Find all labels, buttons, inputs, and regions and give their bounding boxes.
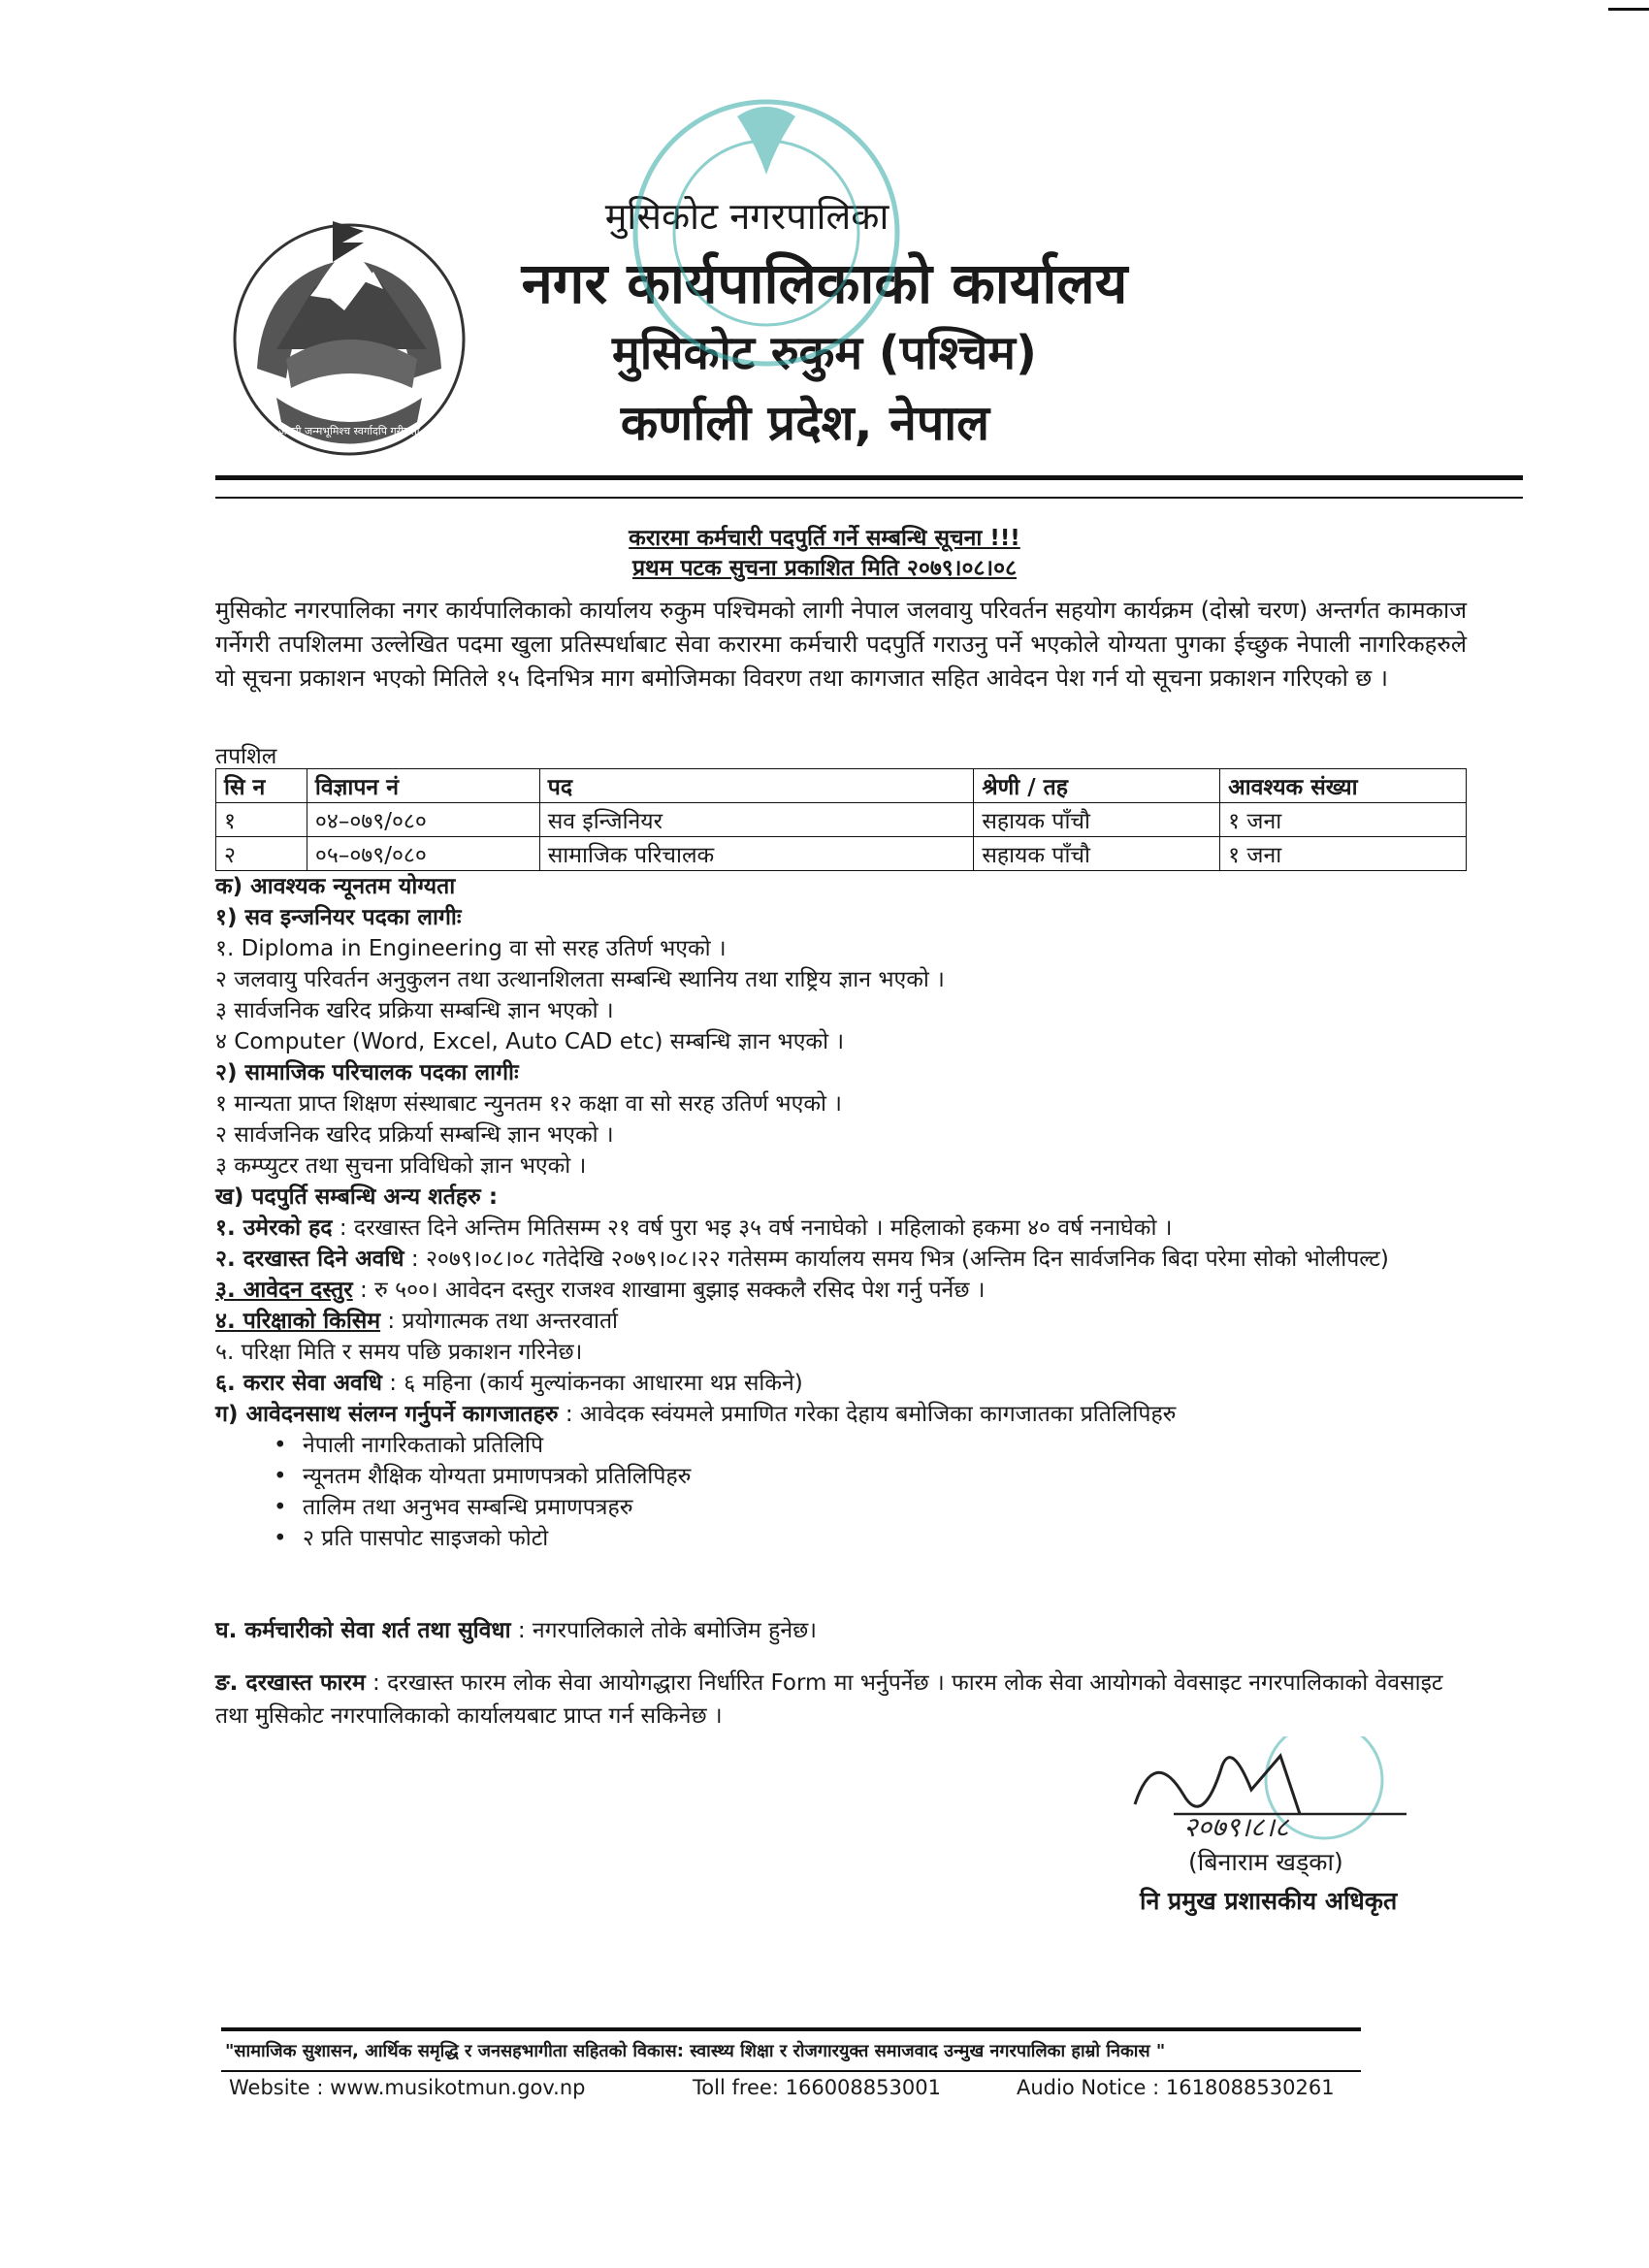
table-row (216, 837, 1467, 871)
signature (1116, 1736, 1426, 1843)
list-item: • न्यूनतम शैक्षिक योग्यता प्रमाणपत्रको प्रतिलिपिहरु (215, 1461, 1476, 1492)
application-form (215, 1667, 1467, 1733)
condition-period (215, 1244, 1467, 1275)
service-label: घ. कर्मचारीको सेवा शर्त तथा सुविधा (215, 1618, 511, 1643)
col-required-count: आवश्यक संख्या (1220, 769, 1467, 803)
corner-mark (1608, 8, 1649, 11)
municipality-name: मुसिकोट नगरपालिका (604, 195, 889, 238)
footer-audio-notice: Audio Notice : 1618088530261 (1017, 2076, 1335, 2099)
condition-label: ३. आवेदन दस्तुर (215, 1278, 353, 1303)
cell-ad-number: ०४–०७९/०८० (307, 803, 539, 837)
signatory-name: (बिनाराम खड्का) (1188, 1848, 1343, 1876)
engineer-item: ४ Computer (Word, Excel, Auto CAD etc) सम्बन्धि ज्ञान भएको । (215, 1029, 845, 1054)
list-item: • तालिम तथा अनुभव सम्बन्धि प्रमाणपत्रहरु (215, 1492, 1476, 1523)
bullet-icon: • (274, 1495, 287, 1520)
col-level: श्रेणी / तह (974, 769, 1220, 803)
cell-post: सामाजिक परिचालक (539, 837, 974, 871)
condition-label: ६. करार सेवा अवधि (215, 1371, 382, 1396)
svg-text:जननी जन्मभूमिश्च स्वर्गादपि गर: जननी जन्मभूमिश्च स्वर्गादपि गरीयसी (278, 425, 420, 437)
documents-text: : आवेदक स्वंयमले प्रमाणित गरेका देहाय बमोजिका कागजातका प्रतिलिपिहरु (565, 1402, 1177, 1427)
cell-level: सहायक पाँचौ (974, 803, 1220, 837)
cell-level: सहायक पाँचौ (974, 837, 1220, 871)
cell-ad-number: ०५–०७९/०८० (307, 837, 539, 871)
nepal-emblem (218, 204, 480, 466)
cell-serial: १ (216, 803, 307, 837)
documents-list (215, 1430, 1476, 1554)
notice-title: करारमा कर्मचारी पदपुर्ति गर्ने सम्बन्धि सूचना !!! (629, 526, 1020, 551)
footer-tollfree: Toll free: 166008853001 (693, 2076, 941, 2099)
condition-text: : दरखास्त दिने अन्तिम मितिसम्म २१ वर्ष पुरा भइ ३५ वर्ष ननाघेको । महिलाको हकमा ४० वर्ष ननाघेको । (339, 1215, 1173, 1241)
office-stamp (621, 87, 912, 378)
table-row (216, 803, 1467, 837)
col-serial: सि न (216, 769, 307, 803)
intro-paragraph: मुसिकोट नगरपालिका नगर कार्यपालिकाको कार्यालय रुकुम पश्चिमको लागी नेपाल जलवायु परिवर्तन सहयोग कार्यक्रम (दोस्रो चरण) अन्तर्गत कामकाज गर्नेगरी तपशिलमा उल्लेखित पदमा खुला प्रतिस्पर्धाबाट सेवा करारमा कर्मचारी पदपुर्ति गराउनु पर्ने भएकोले योग्यता पुगका ईच्छुक नेपाली नागरिकहरुले यो सूचना प्रकाशन भएको मितिले १५ दिनभित्र माग बमोजिमका विवरण तथा कागजात सहित आवेदन पेश गर्न यो सूचना प्रकाशन गरिएको छ । (215, 597, 1467, 692)
mobilizer-item: २ सार्वजनिक खरिद प्रक्रिर्या सम्बन्धि ज्ञान भएको । (215, 1122, 614, 1148)
mobilizer-item: ३ कम्प्युटर तथा सुचना प्रविधिको ज्ञान भएको । (215, 1153, 587, 1179)
engineer-item: ३ सार्वजनिक खरिद प्रक्रिया सम्बन्धि ज्ञान भएको । (215, 998, 614, 1023)
condition-fee (215, 1275, 1476, 1306)
condition-label: ४. परिक्षाको किसिम (215, 1309, 381, 1334)
col-post: पद (539, 769, 974, 803)
cell-post: सव इन्जिनियर (539, 803, 974, 837)
office-name: नगर कार्यपालिकाको कार्यालय (521, 250, 1128, 316)
footer-rule (221, 2027, 1361, 2031)
cell-serial: २ (216, 837, 307, 871)
condition-exam-type (215, 1306, 1476, 1337)
bullet-icon: • (274, 1526, 287, 1551)
service-terms (215, 1615, 1476, 1646)
form-label: ङ. दरखास्त फारम (215, 1670, 366, 1696)
notice-subtitle: प्रथम पटक सुचना प्रकाशित मिति २०७९।०८।०८ (631, 556, 1018, 581)
footer-rule-thin (221, 2070, 1361, 2072)
bullet-icon: • (274, 1464, 287, 1489)
condition-label: २. दरखास्त दिने अवधि (215, 1247, 404, 1272)
form-text: : दरखास्त फारम लोक सेवा आयोगद्धारा निर्धारित Form मा भर्नुपर्नेछ । फारम लोक सेवा आयोगको वेवसाइट नगरपालिकाको वेवसाइट तथा मुसिकोट नगरपालिकाको कार्यालयबाट प्राप्त गर्न सकिनेछ । (215, 1670, 1443, 1729)
condition-age (215, 1213, 1476, 1244)
header-rule (215, 475, 1523, 480)
conditions-heading: ख) पदपुर्ति सम्बन्धि अन्य शर्तहरु : (215, 1184, 499, 1210)
province-country: कर्णाली प्रदेश, नेपाल (620, 395, 990, 451)
list-item: • २ प्रति पासपोट साइजको फोटो (215, 1523, 1476, 1554)
header-rule-thin (215, 497, 1523, 499)
condition-text: : ६ महिना (कार्य मुल्यांकनका आधारमा थप्न सकिने) (389, 1371, 803, 1396)
cell-count: १ जना (1220, 837, 1467, 871)
qualifications-section (215, 871, 1476, 1554)
cell-count: १ जना (1220, 803, 1467, 837)
office-location: मुसिकोट रुकुम (पश्चिम) (612, 326, 1037, 380)
list-item: • नेपाली नागरिकताको प्रतिलिपि (215, 1430, 1476, 1461)
mobilizer-heading: २) सामाजिक परिचालक पदका लागीः (215, 1060, 519, 1085)
condition-label: १. उमेरको हद (215, 1215, 333, 1241)
qualifications-heading: क) आवश्यक न्यूनतम योग्यता (215, 874, 456, 899)
condition-text: : २०७९।०८।०८ गतेदेखि २०७९।०८।२२ गतेसम्म कार्यालय समय भित्र (अन्तिम दिन सार्वजनिक बिदा परेमा सोको भोलीपल्ट) (410, 1247, 1389, 1272)
positions-table (215, 768, 1467, 871)
condition-text: : प्रयोगात्मक तथा अन्तरवार्ता (387, 1309, 619, 1334)
engineer-item: १. Diploma in Engineering वा सो सरह उतिर्ण भएको । (215, 936, 727, 961)
condition-exam-date: ५. परिक्षा मिति र समय पछि प्रकाशन गरिनेछ। (215, 1340, 583, 1365)
engineer-item: २ जलवायु परिवर्तन अनुकुलन तथा उत्थानशिलता सम्बन्धि स्थानिय तथा राष्ट्रिय ज्ञान भएको । (215, 967, 945, 992)
mobilizer-item: १ मान्यता प्राप्त शिक्षण संस्थाबाट न्युनतम १२ कक्षा वा सो सरह उतिर्ण भएको । (215, 1091, 842, 1117)
documents-label: ग) आवेदनसाथ संलग्न गर्नुपर्ने कागजातहरु (215, 1402, 559, 1427)
condition-text: : रु ५००। आवेदन दस्तुर राजश्व शाखामा बुझाइ सक्कलै रसिद पेश गर्नु पर्नेछ । (359, 1278, 986, 1303)
col-ad-number: विज्ञापन नं (307, 769, 539, 803)
bullet-icon: • (274, 1433, 287, 1458)
service-text: : नगरपालिकाले तोके बमोजिम हुनेछ। (517, 1618, 817, 1643)
signatory-post: नि प्रमुख प्रशासकीय अधिकृत (1140, 1887, 1398, 1915)
svg-text:२०७९।८।८: २०७९।८।८ (1183, 1811, 1289, 1843)
footer-slogan: "सामाजिक सुशासन, आर्थिक समृद्धि र जनसहभागीता सहितको विकास: स्वास्थ्य शिक्षा र रोजगारयुक्त समाजवाद उन्मुख नगरपालिका हाम्रो निकास " (225, 2041, 1166, 2061)
engineer-heading: १) सव इन्जनियर पदका लागीः (215, 905, 462, 930)
condition-duration (215, 1368, 1476, 1399)
table-header-row (216, 769, 1467, 803)
documents-heading (215, 1399, 1476, 1430)
table-label: तपशिल (215, 744, 277, 769)
footer-website[interactable]: Website : www.musikotmun.gov.np (229, 2076, 586, 2099)
